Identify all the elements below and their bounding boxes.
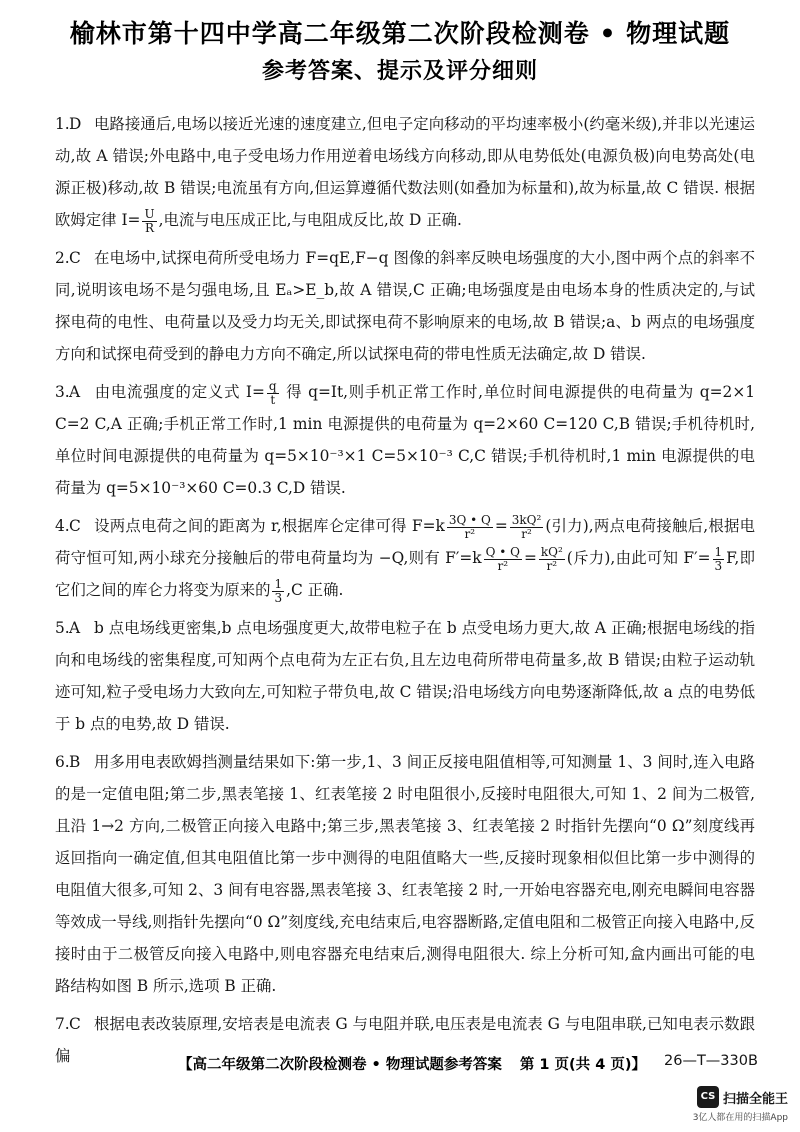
answer-item-1: [55, 108, 755, 236]
fraction-numerator: U: [144, 206, 155, 221]
item-answer: C: [69, 517, 81, 535]
answer-item-6: [55, 746, 755, 1002]
fraction-denominator: t: [270, 392, 276, 407]
item-number: 6.: [55, 753, 70, 771]
document-code: 26—T—330B: [664, 1053, 758, 1069]
fraction-denominator: R: [144, 220, 155, 235]
document-title: 榆林市第十四中学高二年级第二次阶段检测卷 • 物理试题: [69, 19, 731, 48]
answer-item-2: [55, 242, 755, 370]
fraction-denominator: r²: [546, 558, 558, 573]
item-answer: D: [69, 115, 82, 133]
camscanner-logo-icon: CS: [697, 1086, 719, 1108]
fraction: [272, 578, 284, 605]
item-answer: C: [69, 249, 81, 267]
item-text: =: [494, 517, 508, 535]
fraction-numerator: Q • Q: [485, 544, 520, 559]
fraction-numerator: 1: [274, 576, 283, 591]
fraction-numerator: 3Q • Q: [448, 512, 491, 527]
item-number: 3.: [55, 383, 70, 401]
fraction-u-over-r: [142, 208, 156, 235]
item-number: 7.: [55, 1015, 70, 1033]
item-text: 根据电表改装原理,安培表是电流表 G 与电阻并联,电压表是电流表 G 与电阻串联,已知电表示数跟偏: [55, 1015, 755, 1065]
item-text: (引力),两点电荷接触后,根据电荷守恒可知,两小球充分接触后的带电荷量均为 −Q,则有 F′=k: [55, 517, 755, 567]
fraction-numerator: 3kQ²: [511, 512, 542, 527]
fraction-denominator: 3: [274, 590, 283, 605]
item-text: F,即它们之间的库仑力将变为原来的: [55, 549, 755, 599]
item-text: 电路接通后,电场以接近光速的速度建立,但电子定向移动的平均速率极小(约毫米级),并非以光速运动,故 A 错误;外电路中,电子受电场力作用逆着电场线方向移动,即从电势低处(电源负极)向电势高处(电源正极)移动,故 B 错误;电流虽有方向,但运算遵循代数法则(如叠加为标量和),故为标量,故 C 错误. 根据欧姆定律 I=: [55, 115, 755, 229]
watermark-tagline: 3亿人都在用的扫描App: [692, 1113, 788, 1123]
fraction-denominator: r²: [497, 558, 509, 573]
item-answer: A: [69, 383, 81, 401]
item-text: ,C 正确.: [286, 581, 344, 599]
item-number: 5.: [55, 619, 70, 637]
footer-label: 【高二年级第二次阶段检测卷 • 物理试题参考答案: [178, 1057, 502, 1073]
fraction-numerator: q: [268, 378, 277, 393]
fraction-numerator: 1: [714, 544, 723, 559]
answer-item-3: [55, 376, 755, 504]
answer-item-4: [55, 510, 755, 606]
fraction-denominator: 3: [714, 558, 723, 573]
document-subtitle: 参考答案、提示及评分细则: [261, 59, 538, 84]
item-text: =: [523, 549, 537, 567]
fraction: [484, 546, 522, 573]
item-text: 得 q=It,则手机正常工作时,单位时间电源提供的电荷量为 q=2×1 C=2 C,A 正确;手机正常工作时,1 min 电源提供的电荷量为 q=2×60 C=120 C,B 错误;手机待机时,单位时间电源提供的电荷量为 q=5×10⁻³×1 C=5×10⁻³ C,C 错误;手机待机时,1 min 电源提供的电荷量为 q=5×10⁻³×60 C=0.3 C,D 错误.: [55, 383, 756, 497]
item-text: 由电流强度的定义式 I=: [94, 383, 265, 401]
page-footer: [178, 1053, 646, 1074]
item-number: 4.: [55, 517, 70, 535]
item-text: ,电流与电压成正比,与电阻成反比,故 D 正确.: [158, 211, 462, 229]
item-answer: B: [69, 753, 81, 771]
answer-list: [55, 108, 755, 1078]
item-number: 2.: [55, 249, 70, 267]
item-text: 在电场中,试探电荷所受电场力 F=qE,F−q 图像的斜率反映电场强度的大小,图中两个点的斜率不同,说明该电场不是匀强电场,且 Eₐ>E_b,故 A 错误,C 正确;电场强度是由电场本身的性质决定的,与试探电荷的电性、电荷量以及受力均无关,即试探电荷不影响原来的电场,故 B 错误;a、b 两点的电场强度方向和试探电荷受到的静电力方向不确定,所以试探电荷的带电性质无法确定,故 D 错误.: [55, 249, 755, 363]
item-text: 用多用电表欧姆挡测量结果如下:第一步,1、3 间正反接电阻值相等,可知测量 1、3 间时,连入电路的是一定值电阻;第二步,黑表笔接 1、红表笔接 2 时电阻很小,反接时电阻很大,可知 1、2 间为二极管,且沿 1→2 方向,二极管正向接入电路中;第三步,黑表笔接 3、红表笔接 2 时指针先摆向“0 Ω”刻度线再返回指向一确定值,但其电阻值比第一步中测得的电阻值略大一些,反接时现象相似但比第一步中测得的电阻值大很多,可知 2、3 间有电容器,黑表笔接 3、红表笔接 2 时,一开始电容器充电,刚充电瞬间电容器等效成一导线,则指针先摆向“0 Ω”刻度线,充电结束后,电容器断路,定值电阻和二极管正向接入电路中,反接时由于二极管反向接入电路中,则电容器充电结束后,测得电阻很大. 综上分析可知,盒内画出可能的电路结构如图 B 所示,选项 B 正确.: [55, 753, 755, 995]
fraction-numerator: kQ²: [540, 544, 563, 559]
page-number: 第 1 页(共 4 页)】: [519, 1057, 646, 1073]
fraction-q-over-t: [267, 380, 279, 407]
item-number: 1.: [55, 115, 70, 133]
item-text: (斥力),由此可知 F′=: [566, 549, 711, 567]
item-text: 设两点电荷之间的距离为 r,根据库仑定律可得 F=k: [94, 517, 445, 535]
fraction: [539, 546, 565, 573]
fraction-denominator: r²: [521, 526, 532, 541]
fraction-denominator: r²: [464, 526, 476, 541]
answer-item-5: [55, 612, 755, 740]
item-text: b 点电场线更密集,b 点电场强度更大,故带电粒子在 b 点受电场力更大,故 A 正确;根据电场线的指向和电场线的密集程度,可知两个点电荷为左正右负,且左边电荷所带电荷量多,故 B 错误;由粒子运动轨迹可知,粒子受电场力大致向左,可知粒子带负电,故 C 错误;沿电场线方向电势逐渐降低,故 a 点的电势低于 b 点的电势,故 D 错误.: [55, 619, 755, 733]
watermark-name: 扫描全能王: [722, 1091, 788, 1107]
item-answer: C: [69, 1015, 81, 1033]
fraction: [510, 514, 544, 541]
item-answer: A: [69, 619, 81, 637]
scanner-watermark: [693, 1086, 788, 1123]
fraction: [447, 514, 493, 541]
fraction: [713, 546, 725, 573]
